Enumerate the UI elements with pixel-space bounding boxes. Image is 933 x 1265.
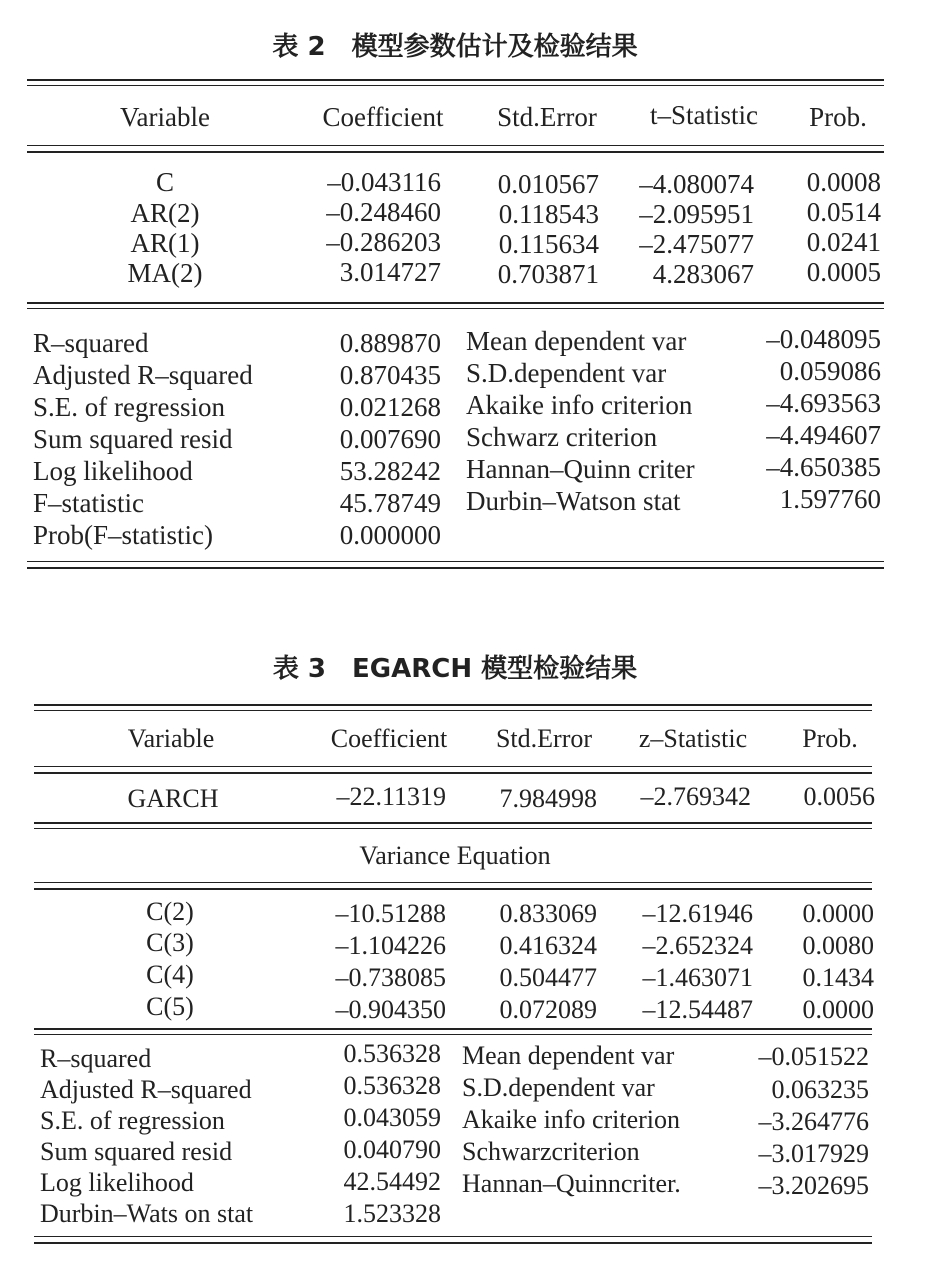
row-std-error: 7.984998	[499, 784, 597, 813]
row-std-error: 0.504477	[499, 963, 597, 992]
table2-header-t-statistic: t–Statistic	[650, 100, 758, 130]
table3-header-rule	[34, 766, 872, 767]
row-coefficient: –22.11319	[336, 782, 446, 811]
table3-main-rule	[34, 822, 872, 824]
row-variable: C(2)	[146, 897, 194, 926]
row-variable: C(4)	[146, 960, 194, 989]
table3-bottom-rule-2	[34, 1242, 872, 1244]
row-std-error: 0.118543	[498, 199, 599, 229]
row-z-statistic: –12.54487	[642, 995, 753, 1024]
row-prob: 0.0056	[803, 782, 875, 811]
stat-label: S.E. of regression	[33, 392, 225, 422]
table3-top-rule	[34, 704, 872, 706]
stat-value: –4.650385	[766, 452, 881, 482]
stat-value: 0.870435	[339, 360, 441, 390]
row-prob: 0.0008	[806, 167, 881, 197]
row-prob: 0.1434	[802, 963, 874, 992]
stat-label: Sum squared resid	[33, 424, 233, 454]
table2-header-rule	[27, 145, 884, 146]
row-coefficient: –10.51288	[335, 899, 446, 928]
row-std-error: 0.010567	[497, 169, 599, 199]
table3-header-variable: Variable	[127, 724, 215, 753]
stat-value: –3.264776	[758, 1107, 869, 1136]
stat-label: Durbin–Watson stat	[466, 486, 681, 516]
stat-value: 45.78749	[339, 488, 441, 518]
row-z-statistic: –2.652324	[642, 931, 753, 960]
stat-value: 1.523328	[343, 1199, 441, 1228]
row-variable: C	[155, 167, 175, 197]
stat-value: 1.597760	[779, 484, 881, 514]
table2-body-rule	[27, 302, 884, 304]
row-variable: C(3)	[146, 928, 194, 957]
row-std-error: 0.115634	[498, 229, 599, 259]
row-std-error: 0.072089	[499, 995, 597, 1024]
row-prob: 0.0005	[806, 257, 881, 287]
row-prob: 0.0000	[802, 899, 874, 928]
table3-header-rule-2	[34, 772, 872, 774]
stat-label: Log likelihood	[33, 456, 193, 486]
row-coefficient: –0.043116	[327, 167, 441, 197]
row-z-statistic: –1.463071	[642, 963, 753, 992]
table3-section-rule	[34, 882, 872, 883]
row-variable: C(5)	[146, 992, 194, 1021]
stat-label: Prob(F–statistic)	[33, 520, 213, 550]
row-std-error: 0.833069	[499, 899, 597, 928]
row-z-statistic: –12.61946	[642, 899, 753, 928]
stat-value: 0.021268	[339, 392, 441, 422]
table3-header-coefficient: Coefficient	[330, 724, 448, 753]
row-t-statistic: –4.080074	[639, 169, 754, 199]
stat-value: –3.202695	[758, 1171, 869, 1200]
stat-value: 42.54492	[343, 1167, 441, 1196]
stat-value: 53.28242	[339, 456, 441, 486]
table2-body-rule-2	[27, 308, 884, 309]
stat-label: Hannan–Quinncriter.	[462, 1169, 681, 1198]
stat-value: 0.889870	[339, 328, 441, 358]
stat-value: –3.017929	[758, 1139, 869, 1168]
table2-header-std-error: Std.Error	[497, 102, 597, 132]
stat-value: 0.059086	[779, 356, 881, 386]
row-prob: 0.0000	[802, 995, 874, 1024]
stat-label: R–squared	[40, 1044, 152, 1073]
row-coefficient: –0.904350	[335, 995, 446, 1024]
row-prob: 0.0080	[802, 931, 874, 960]
table2-header-prob: Prob.	[809, 102, 867, 132]
table3-top-rule-2	[34, 710, 872, 711]
stat-label: S.D.dependent var	[462, 1073, 655, 1102]
stat-label: Durbin–Wats on stat	[40, 1199, 254, 1228]
stat-label: Akaike info criterion	[462, 1105, 681, 1134]
stat-value: –4.494607	[766, 420, 881, 450]
stat-label: Sum squared resid	[40, 1137, 233, 1166]
row-coefficient: –0.738085	[335, 963, 446, 992]
stat-label: Akaike info criterion	[466, 390, 693, 420]
row-z-statistic: –2.769342	[640, 782, 751, 811]
stat-label: Adjusted R–squared	[33, 360, 253, 390]
row-variable: GARCH	[127, 784, 219, 813]
stat-label: Schwarz criterion	[466, 422, 658, 452]
stat-label: Mean dependent var	[462, 1041, 675, 1070]
row-t-statistic: –2.095951	[639, 199, 754, 229]
table3-title: 表 3 EGARCH 模型检验结果	[272, 654, 638, 684]
table2-bottom-rule-2	[27, 567, 884, 569]
stat-label: S.D.dependent var	[466, 358, 667, 388]
row-variable: MA(2)	[127, 258, 203, 288]
stat-label: S.E. of regression	[40, 1106, 225, 1135]
table2-header-rule-2	[27, 151, 884, 153]
stat-value: 0.063235	[771, 1075, 869, 1104]
table3-header-prob: Prob.	[802, 724, 858, 753]
row-variable: AR(1)	[130, 228, 200, 258]
stat-value: 0.040790	[343, 1135, 441, 1164]
row-variable: AR(2)	[130, 198, 200, 228]
stat-label: R–squared	[33, 328, 149, 358]
row-coefficient: –0.286203	[326, 227, 441, 257]
stat-value: 0.000000	[339, 520, 441, 550]
table2-header-variable: Variable	[120, 102, 210, 132]
stat-value: –4.693563	[766, 388, 881, 418]
stat-label: Log likelihood	[40, 1168, 194, 1197]
stat-value: 0.007690	[339, 424, 441, 454]
stat-label: Hannan–Quinn criter	[466, 454, 695, 484]
table2-bottom-rule	[27, 561, 884, 562]
table3-header-z-statistic: z–Statistic	[638, 724, 748, 753]
table2-top-rule	[27, 79, 884, 81]
stat-value: –0.048095	[766, 324, 881, 354]
table3-body-rule	[34, 1028, 872, 1030]
table3-bottom-rule	[34, 1236, 872, 1237]
row-std-error: 0.703871	[497, 259, 599, 289]
table2-title: 表 2 模型参数估计及检验结果	[272, 32, 638, 62]
stat-value: –0.051522	[758, 1042, 869, 1071]
row-coefficient: –1.104226	[335, 931, 446, 960]
row-prob: 0.0514	[806, 197, 881, 227]
table2-header-coefficient: Coefficient	[322, 102, 444, 132]
stat-label: Mean dependent var	[466, 326, 687, 356]
table3-body-rule-2	[34, 1034, 872, 1035]
row-prob: 0.0241	[806, 227, 881, 257]
table3-header-std-error: Std.Error	[495, 724, 593, 753]
stat-label: F–statistic	[33, 488, 145, 518]
table3-main-rule-2	[34, 828, 872, 829]
table2-top-rule-2	[27, 85, 884, 86]
stat-value: 0.536328	[343, 1071, 441, 1100]
stat-value: 0.536328	[343, 1039, 441, 1068]
stat-value: 0.043059	[343, 1103, 441, 1132]
variance-equation-label: Variance Equation	[359, 841, 551, 870]
stat-label: Schwarzcriterion	[462, 1137, 640, 1166]
row-std-error: 0.416324	[499, 931, 597, 960]
row-coefficient: 3.014727	[339, 257, 441, 287]
stat-label: Adjusted R–squared	[40, 1075, 252, 1104]
row-coefficient: –0.248460	[326, 197, 441, 227]
table3-section-rule-2	[34, 888, 872, 890]
row-t-statistic: –2.475077	[639, 229, 754, 259]
row-t-statistic: 4.283067	[652, 259, 754, 289]
